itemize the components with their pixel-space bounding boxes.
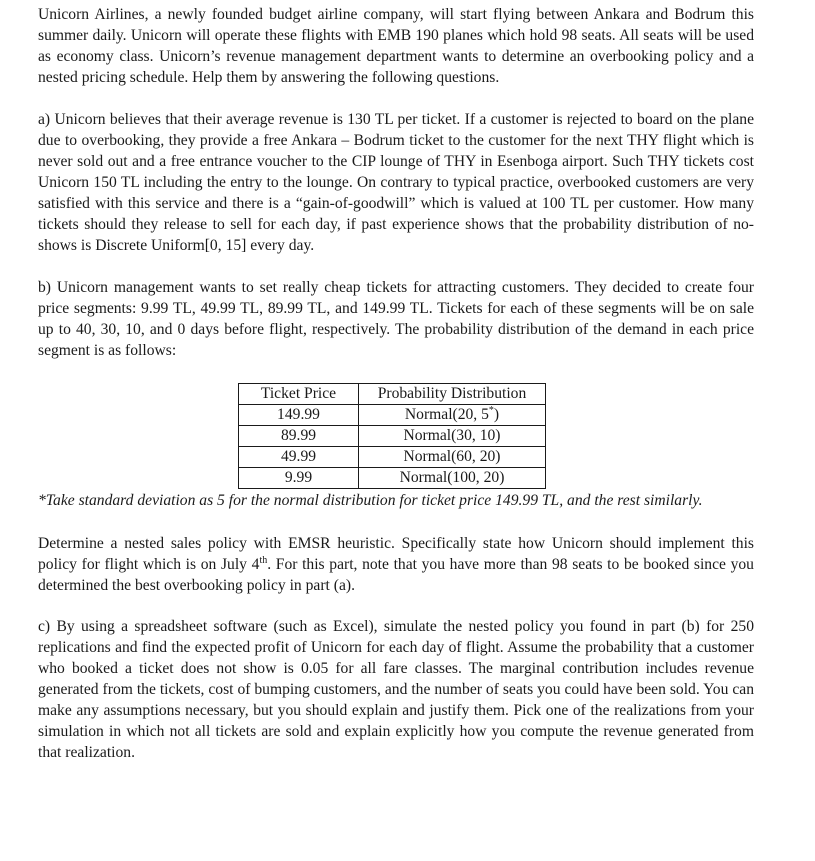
price-cell: 149.99 xyxy=(239,405,359,426)
table-row xyxy=(239,447,546,468)
distribution-cell: Normal(30, 10) xyxy=(359,426,546,447)
table-row xyxy=(239,468,546,489)
price-distribution-table xyxy=(238,383,546,489)
part-b-text-after: . For this part, note that you have more than 98 seats to be booked since you determined the best overbooking policy in part (a). xyxy=(38,556,754,594)
footnote-mark: * xyxy=(488,404,494,416)
table-row xyxy=(239,405,546,426)
distribution-text: Normal(20, 5 xyxy=(404,406,489,423)
part-b-text-before: Determine a nested sales policy with EMSR heuristic. Specifically state how Unicorn should implement this policy for flight which is on July 4 xyxy=(38,535,754,573)
distribution-cell xyxy=(359,405,546,426)
price-cell: 49.99 xyxy=(239,447,359,468)
distribution-cell: Normal(100, 20) xyxy=(359,468,546,489)
part-b-continued-paragraph xyxy=(38,533,754,596)
part-a-paragraph: a) Unicorn believes that their average revenue is 130 TL per ticket. If a customer is rejected to board on the plane due to overbooking, they provide a free Ankara – Bodrum ticket to the customer for the next THY flight which is never sold out and a free entrance voucher to the CIP lounge of THY in Esenboga airport. Such THY tickets cost Unicorn 150 TL including the entry to the lounge. On contrary to typical practice, overbooked customers are very satisfied with this service and there is a “gain-of-goodwill” which is valued at 100 TL per customer. How many tickets should they release to sell for each day, if past experience shows that the probability distribution of no-shows is Discrete Uniform[0, 15] every day. xyxy=(38,111,754,254)
distribution-cell: Normal(60, 20) xyxy=(359,447,546,468)
document-page xyxy=(38,4,754,763)
price-cell: 9.99 xyxy=(239,468,359,489)
part-b-paragraph: b) Unicorn management wants to set really cheap tickets for attracting customers. They decided to create four price segments: 9.99 TL, 49.99 TL, 89.99 TL, and 149.99 TL. Tickets for each of these segments will be on sale up to 40, 30, 10, and 0 days before flight, respectively. The probability distribution of the demand in each price segment is as follows: xyxy=(38,279,754,359)
header-probability-distribution: Probability Distribution xyxy=(359,384,546,405)
part-c-paragraph: c) By using a spreadsheet software (such as Excel), simulate the nested policy you found in part (b) for 250 replications and find the expected profit of Unicorn for each day of flight. Assume the probability that a customer who booked a ticket does not show is 0.05 for all fare classes. The marginal contribution includes revenue generated from the tickets, cost of bumping customers, and the number of seats you could have been sold. You can make any assumptions necessary, but you should explain and justify them. Pick one of the realizations from your simulation in which not all tickets are sold and explain explicitly how you compute the revenue generated from that realization. xyxy=(38,618,754,761)
price-cell: 89.99 xyxy=(239,426,359,447)
table-row xyxy=(239,426,546,447)
header-ticket-price: Ticket Price xyxy=(239,384,359,405)
distribution-close: ) xyxy=(493,406,500,423)
table-footnote: *Take standard deviation as 5 for the normal distribution for ticket price 149.99 TL, and the rest similarly. xyxy=(38,492,703,509)
intro-paragraph: Unicorn Airlines, a newly founded budget airline company, will start flying between Ankara and Bodrum this summer daily. Unicorn will operate these flights with EMB 190 planes which hold 98 seats. All seats will be used as economy class. Unicorn’s revenue management department wants to determine an overbooking policy and a nested pricing schedule. Help them by answering the following questions. xyxy=(38,6,754,86)
ordinal-suffix: th xyxy=(259,554,268,566)
table-header-row xyxy=(239,384,546,405)
